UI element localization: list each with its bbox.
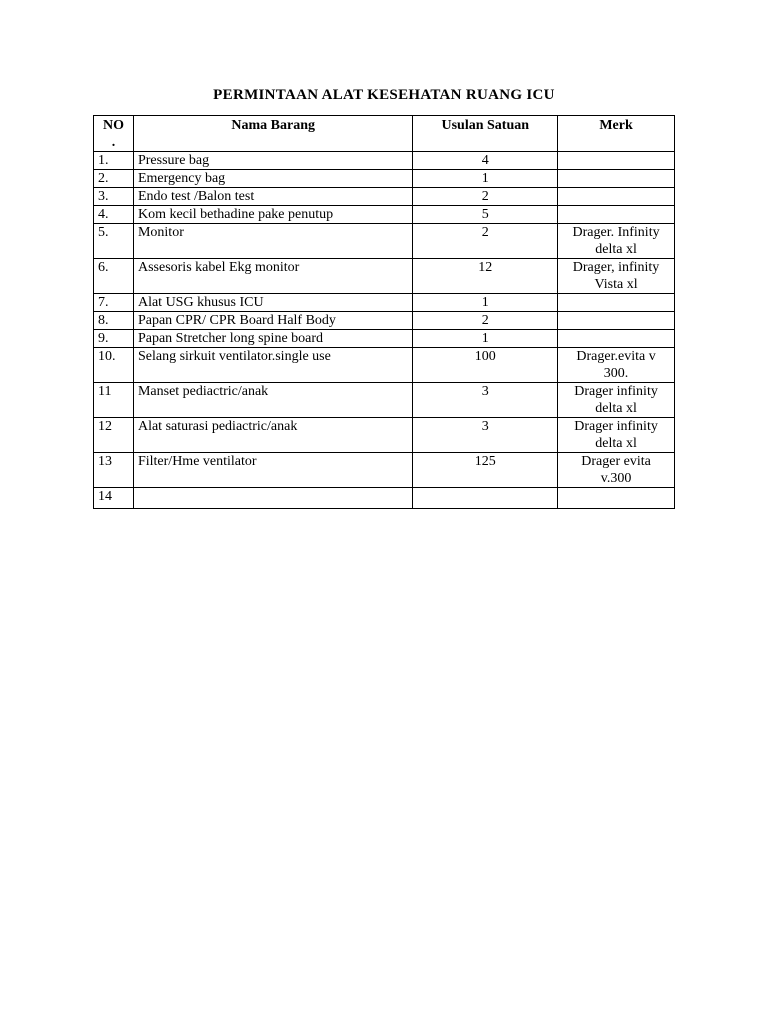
item-name: Pressure bag [133,152,412,170]
item-quantity: 2 [413,188,558,206]
table-row [94,418,675,453]
header-qty: Usulan Satuan [413,116,558,152]
item-name: Monitor [133,224,412,259]
item-quantity [413,488,558,509]
item-brand [558,206,675,224]
row-number: 7. [94,294,134,312]
item-name: Selang sirkuit ventilator.single use [133,348,412,383]
item-brand [558,188,675,206]
row-number: 12 [94,418,134,453]
item-quantity: 12 [413,259,558,294]
table-row [94,206,675,224]
item-brand: Drager evita v.300 [558,453,675,488]
item-quantity: 1 [413,170,558,188]
item-quantity: 1 [413,294,558,312]
row-number: 6. [94,259,134,294]
item-quantity: 125 [413,453,558,488]
row-number: 8. [94,312,134,330]
row-number: 2. [94,170,134,188]
item-quantity: 5 [413,206,558,224]
item-name: Filter/Hme ventilator [133,453,412,488]
item-quantity: 3 [413,418,558,453]
item-name: Papan CPR/ CPR Board Half Body [133,312,412,330]
item-name: Assesoris kabel Ekg monitor [133,259,412,294]
item-brand: Drager infinity delta xl [558,418,675,453]
item-brand [558,312,675,330]
table-row [94,488,675,509]
table-row [94,152,675,170]
row-number: 11 [94,383,134,418]
request-table [93,115,675,509]
item-brand: Drager infinity delta xl [558,383,675,418]
item-name [133,488,412,509]
table-row [94,259,675,294]
table-row [94,188,675,206]
table-row [94,224,675,259]
item-name: Endo test /Balon test [133,188,412,206]
row-number: 9. [94,330,134,348]
row-number: 4. [94,206,134,224]
header-merk: Merk [558,116,675,152]
item-name: Alat saturasi pediactric/anak [133,418,412,453]
item-name: Alat USG khusus ICU [133,294,412,312]
item-quantity: 4 [413,152,558,170]
table-row [94,383,675,418]
row-number: 3. [94,188,134,206]
item-brand: Drager.evita v 300. [558,348,675,383]
table-row [94,453,675,488]
header-name: Nama Barang [133,116,412,152]
row-number: 5. [94,224,134,259]
item-quantity: 2 [413,224,558,259]
table-row [94,312,675,330]
table-row [94,294,675,312]
table-row [94,170,675,188]
row-number: 14 [94,488,134,509]
item-name: Papan Stretcher long spine board [133,330,412,348]
item-brand [558,330,675,348]
item-quantity: 1 [413,330,558,348]
item-brand [558,294,675,312]
table-header-row [94,116,675,152]
header-no: NO . [94,116,134,152]
document-title: PERMINTAAN ALAT KESEHATAN RUANG ICU [213,87,555,103]
table-row [94,348,675,383]
item-brand [558,488,675,509]
item-quantity: 100 [413,348,558,383]
item-quantity: 2 [413,312,558,330]
table-row [94,330,675,348]
item-brand [558,152,675,170]
row-number: 10. [94,348,134,383]
item-name: Emergency bag [133,170,412,188]
item-brand: Drager, infinity Vista xl [558,259,675,294]
item-quantity: 3 [413,383,558,418]
item-brand [558,170,675,188]
table-body [94,152,675,509]
row-number: 13 [94,453,134,488]
item-brand: Drager. Infinity delta xl [558,224,675,259]
item-name: Kom kecil bethadine pake penutup [133,206,412,224]
row-number: 1. [94,152,134,170]
item-name: Manset pediactric/anak [133,383,412,418]
